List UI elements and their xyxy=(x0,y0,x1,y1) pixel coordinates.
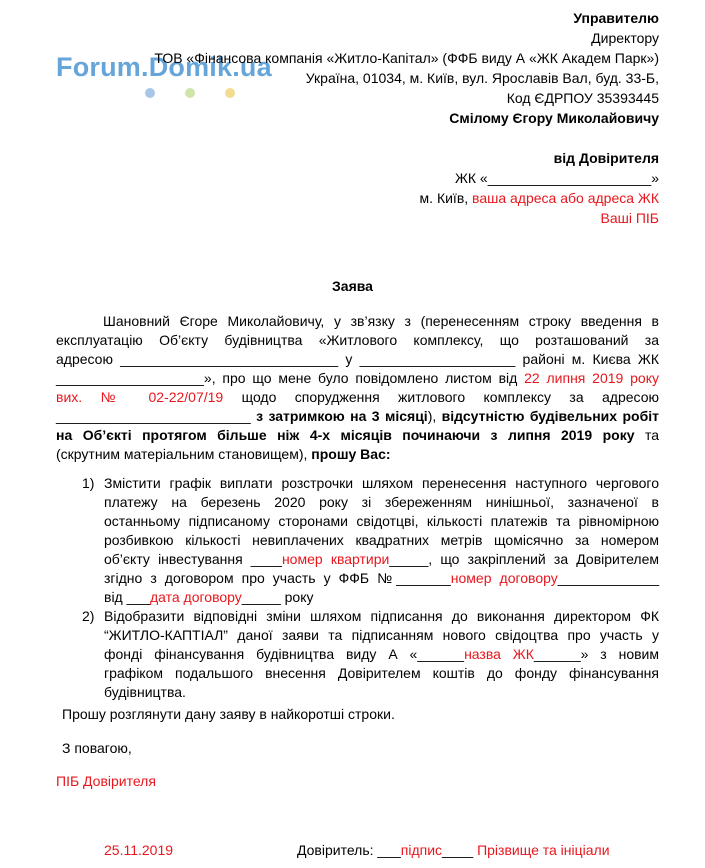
header-city: м. Київ, xyxy=(419,190,473,206)
signature-line xyxy=(297,841,610,860)
body-text: об’єкту інвестування ____ xyxy=(104,551,282,567)
body-line-7 xyxy=(56,426,659,445)
body-line-4 xyxy=(56,369,659,388)
apartment-number-placeholder: номер квартири xyxy=(281,551,390,567)
body-text: ______» з новим xyxy=(533,646,659,662)
body-text: _____________ xyxy=(557,570,659,586)
list-item-1-line-6 xyxy=(104,569,659,588)
contract-date-placeholder: дата договору xyxy=(149,589,242,605)
header-from: від Довірителя xyxy=(553,150,659,166)
signature-blank: ____ xyxy=(442,842,478,858)
body-text: Шановний Єгоре Миколайовичу, у зв’язку з (перенесенням строку введення в xyxy=(103,313,659,329)
body-line-3: адресою ____________________________ у ____________________ районі м. Києва ЖК xyxy=(56,351,659,367)
header-zhk: ЖК «_____________________» xyxy=(454,170,659,186)
list-item-2-line-1: Відобразити відповідні зміни шляхом підписання до виконання директором ФК xyxy=(104,608,659,624)
list-item-2-line-2: “ЖИТЛО-КАПТІАЛ” даної заяви та підписанням нового свідоцтва про участь у xyxy=(104,627,659,643)
body-text: _________________________ xyxy=(56,408,257,424)
list-item-1-line-3: останньому підписаному сторонами свідотцві, кількості платежів та рівномірною xyxy=(104,513,659,529)
watermark-dot xyxy=(225,88,235,98)
no-works-text: відсутністю будівельних робіт xyxy=(441,408,659,424)
list-item-1-line-2: платежу на березень 2020 року зі збереженням нинішньої, зазначеної в xyxy=(104,494,659,510)
letter-number-placeholder: вих. № 02-22/07/19 xyxy=(56,389,224,405)
header-edrpou: Код ЄДРПОУ 35393445 xyxy=(506,90,659,106)
header-recipient-name: Смілому Єгору Миколайовичу xyxy=(449,110,659,126)
list-item-1-line-1: Змістити графік виплати розстрочки шляхом перенесення наступного чергового xyxy=(104,475,659,491)
complex-name-placeholder: назва ЖК xyxy=(464,646,534,662)
list-item-2-number: 2) xyxy=(82,608,95,624)
list-item-1-number: 1) xyxy=(82,475,95,491)
body-text: згідно з договором про участь у ФФБ №_______ xyxy=(104,570,451,586)
list-item-2-line-3 xyxy=(104,645,659,664)
body-text: (скрутним матеріальним становищем), xyxy=(56,446,312,462)
watermark-dot xyxy=(145,88,155,98)
signer-name-placeholder: ПІБ Довірителя xyxy=(56,773,156,789)
sender-name-placeholder: Ваші ПІБ xyxy=(600,210,659,226)
request-lead: прошу Вас: xyxy=(311,446,391,462)
closing-regards: З повагою, xyxy=(62,740,132,756)
body-text: та xyxy=(634,427,659,443)
body-text: _____ року xyxy=(241,589,314,605)
body-line-6 xyxy=(56,407,659,426)
header-address: Україна, 01034, м. Київ, вул. Ярославів Вал, буд. 33-Б, xyxy=(305,70,659,86)
header-director: Директору xyxy=(591,30,659,46)
no-works-period-text: на Об’єкті протягом більше ніж 4-х місяців починаючи з липня 2019 року xyxy=(56,427,635,443)
letter-date-placeholder: 22 липня 2019 року xyxy=(524,370,659,386)
body-text: щодо спорудження житлового комплексу за адресою xyxy=(223,389,659,405)
document-title: Заява xyxy=(332,278,373,294)
body-text: від ___ xyxy=(104,589,150,605)
body-line-1 xyxy=(56,312,659,331)
header-recipient-title: Управителю xyxy=(573,10,659,26)
header-sender-address xyxy=(420,188,659,208)
header-company: ТОВ «Фінансова компанія «Житло-Капітал» (ФФБ виду А «ЖК Академ Парк») xyxy=(154,50,659,66)
address-placeholder: ваша адреса або адреса ЖК xyxy=(472,190,659,206)
contract-number-placeholder: номер договору xyxy=(450,570,558,586)
list-item-1-line-7 xyxy=(104,588,659,607)
list-item-1-line-5 xyxy=(104,550,659,569)
body-line-5 xyxy=(56,388,659,407)
body-text: ___________________», про що мене було повідомлено листом від xyxy=(56,370,525,386)
list-item-2-line-4: графіком подальшого внесення Довірителем коштів до фонду фінансування xyxy=(104,665,659,681)
body-line-8 xyxy=(56,445,659,464)
closing-request: Прошу розглянути дану заяву в найкоротші строки. xyxy=(62,706,395,722)
delay-text: з затримкою на 3 місяці xyxy=(256,408,428,424)
signature-placeholder: підпис xyxy=(400,842,443,858)
body-text: ), xyxy=(427,408,442,424)
signer-label: Довіритель: ___ xyxy=(297,842,401,858)
watermark-dot xyxy=(185,88,195,98)
body-text: фонді фінансування будівництва виду А «______ xyxy=(104,646,465,662)
list-item-1-line-4: розбивкою кількості невиплачених квадратних метрів щомісячно за номером xyxy=(104,532,659,548)
document-date: 25.11.2019 xyxy=(104,842,174,858)
watermark-logo: Forum.Domik.ua xyxy=(56,52,272,82)
list-item-2-line-5: будівництва. xyxy=(104,684,186,700)
body-line-2: експлуатацію Об’єкту будівництва «Житлового комплексу, що розташований за xyxy=(56,332,659,348)
surname-placeholder: Прізвище та ініціали xyxy=(477,842,610,858)
body-text: _____, що закріплений за Довірителем xyxy=(389,551,659,567)
